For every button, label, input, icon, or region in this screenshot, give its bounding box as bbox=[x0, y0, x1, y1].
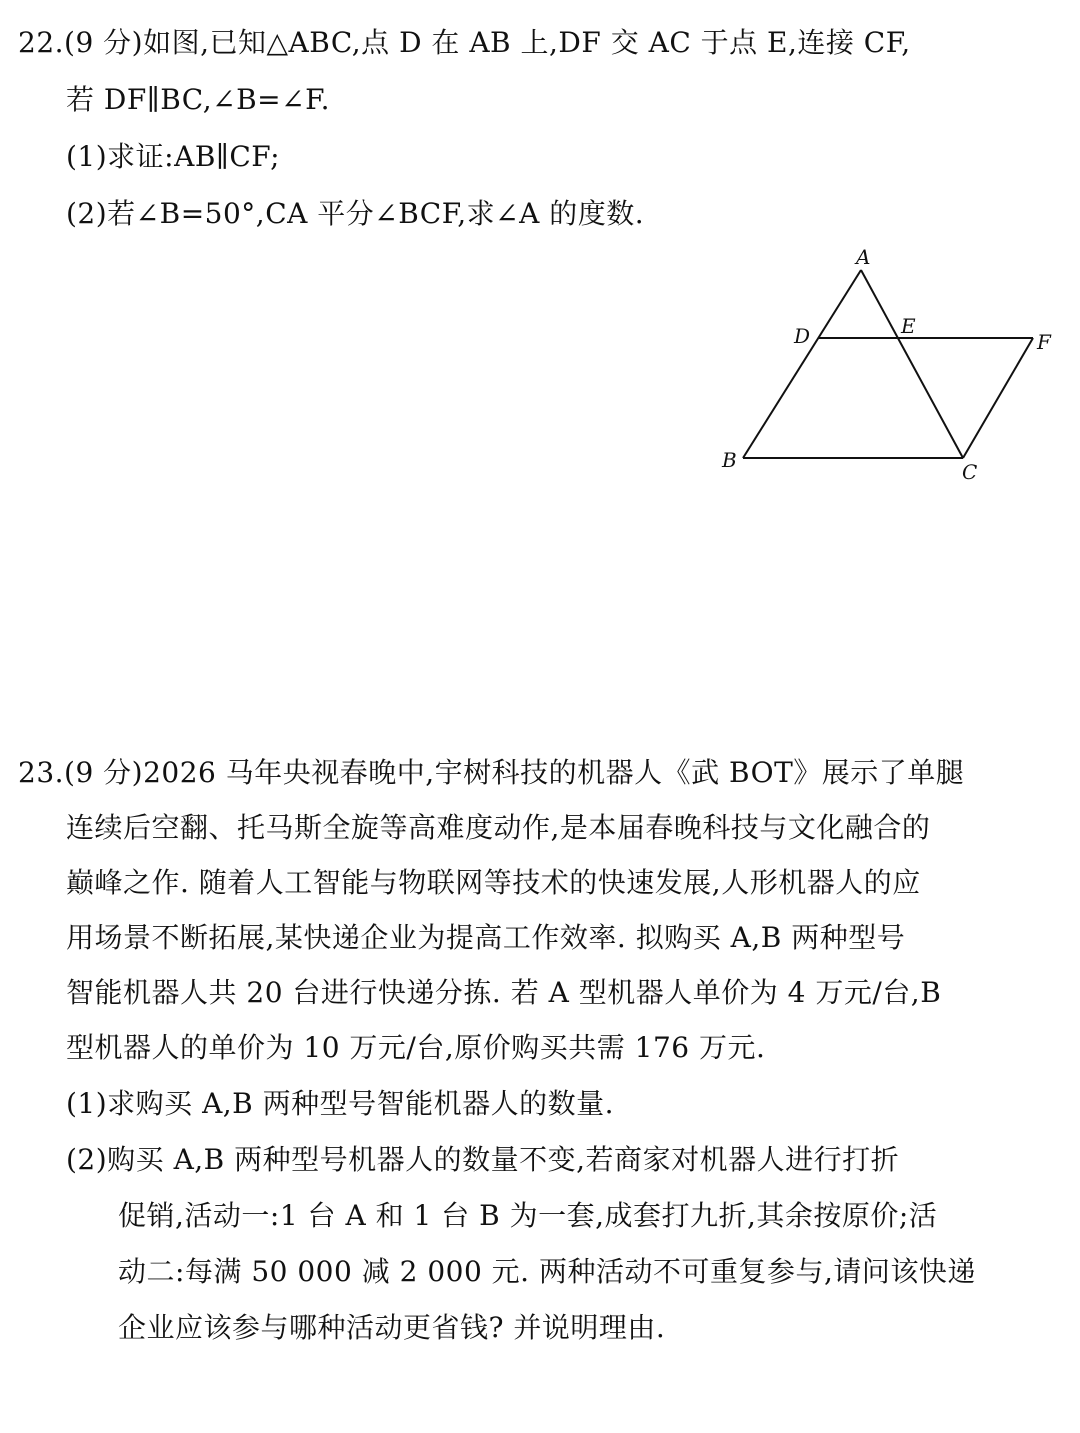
q23-part-2-line-1: (2)购买 A,B 两种型号机器人的数量不变,若商家对机器人进行打折 bbox=[66, 1143, 900, 1176]
triangle-figure bbox=[700, 235, 1080, 495]
q23-stem-line-2: 连续后空翻、托马斯全旋等高难度动作,是本届春晚科技与文化融合的 bbox=[66, 811, 931, 844]
q22-part-2: (2)若∠B=50°,CA 平分∠BCF,求∠A 的度数. bbox=[66, 197, 645, 230]
segment-cf bbox=[963, 338, 1033, 458]
segment-ab bbox=[743, 270, 861, 458]
label-f: F bbox=[1037, 330, 1051, 354]
triangle-diagram bbox=[700, 235, 1080, 495]
q23-stem-line-4: 用场景不断拓展,某快递企业为提高工作效率. 拟购买 A,B 两种型号 bbox=[66, 921, 906, 954]
q22-stem-line-2: 若 DF∥BC,∠B=∠F. bbox=[66, 83, 331, 116]
segment-ac bbox=[861, 270, 963, 458]
q23-part-1: (1)求购买 A,B 两种型号智能机器人的数量. bbox=[66, 1087, 615, 1120]
q22-part-1: (1)求证:AB∥CF; bbox=[66, 140, 281, 173]
q23-stem-line-1: 23.(9 分)2026 马年央视春晚中,宇树科技的机器人《武 BOT》展示了单腿 bbox=[18, 756, 965, 789]
q23-part-2-line-3: 动二:每满 50 000 减 2 000 元. 两种活动不可重复参与,请问该快递 bbox=[118, 1255, 976, 1288]
label-b: B bbox=[722, 448, 737, 472]
label-d: D bbox=[794, 324, 811, 348]
q23-stem-line-6: 型机器人的单价为 10 万元/台,原价购买共需 176 万元. bbox=[66, 1031, 766, 1064]
q23-part-2-line-4: 企业应该参与哪种活动更省钱? 并说明理由. bbox=[118, 1311, 666, 1344]
q23-stem-line-3: 巅峰之作. 随着人工智能与物联网等技术的快速发展,人形机器人的应 bbox=[66, 866, 921, 899]
q23-part-2-line-2: 促销,活动一:1 台 A 和 1 台 B 为一套,成套打九折,其余按原价;活 bbox=[118, 1199, 938, 1232]
label-a: A bbox=[856, 245, 871, 269]
label-c: C bbox=[962, 460, 978, 484]
q23-stem-line-5: 智能机器人共 20 台进行快递分拣. 若 A 型机器人单价为 4 万元/台,B bbox=[66, 976, 942, 1009]
label-e: E bbox=[901, 314, 916, 338]
q22-stem-line-1: 22.(9 分)如图,已知△ABC,点 D 在 AB 上,DF 交 AC 于点 E,连接 CF, bbox=[18, 26, 911, 59]
